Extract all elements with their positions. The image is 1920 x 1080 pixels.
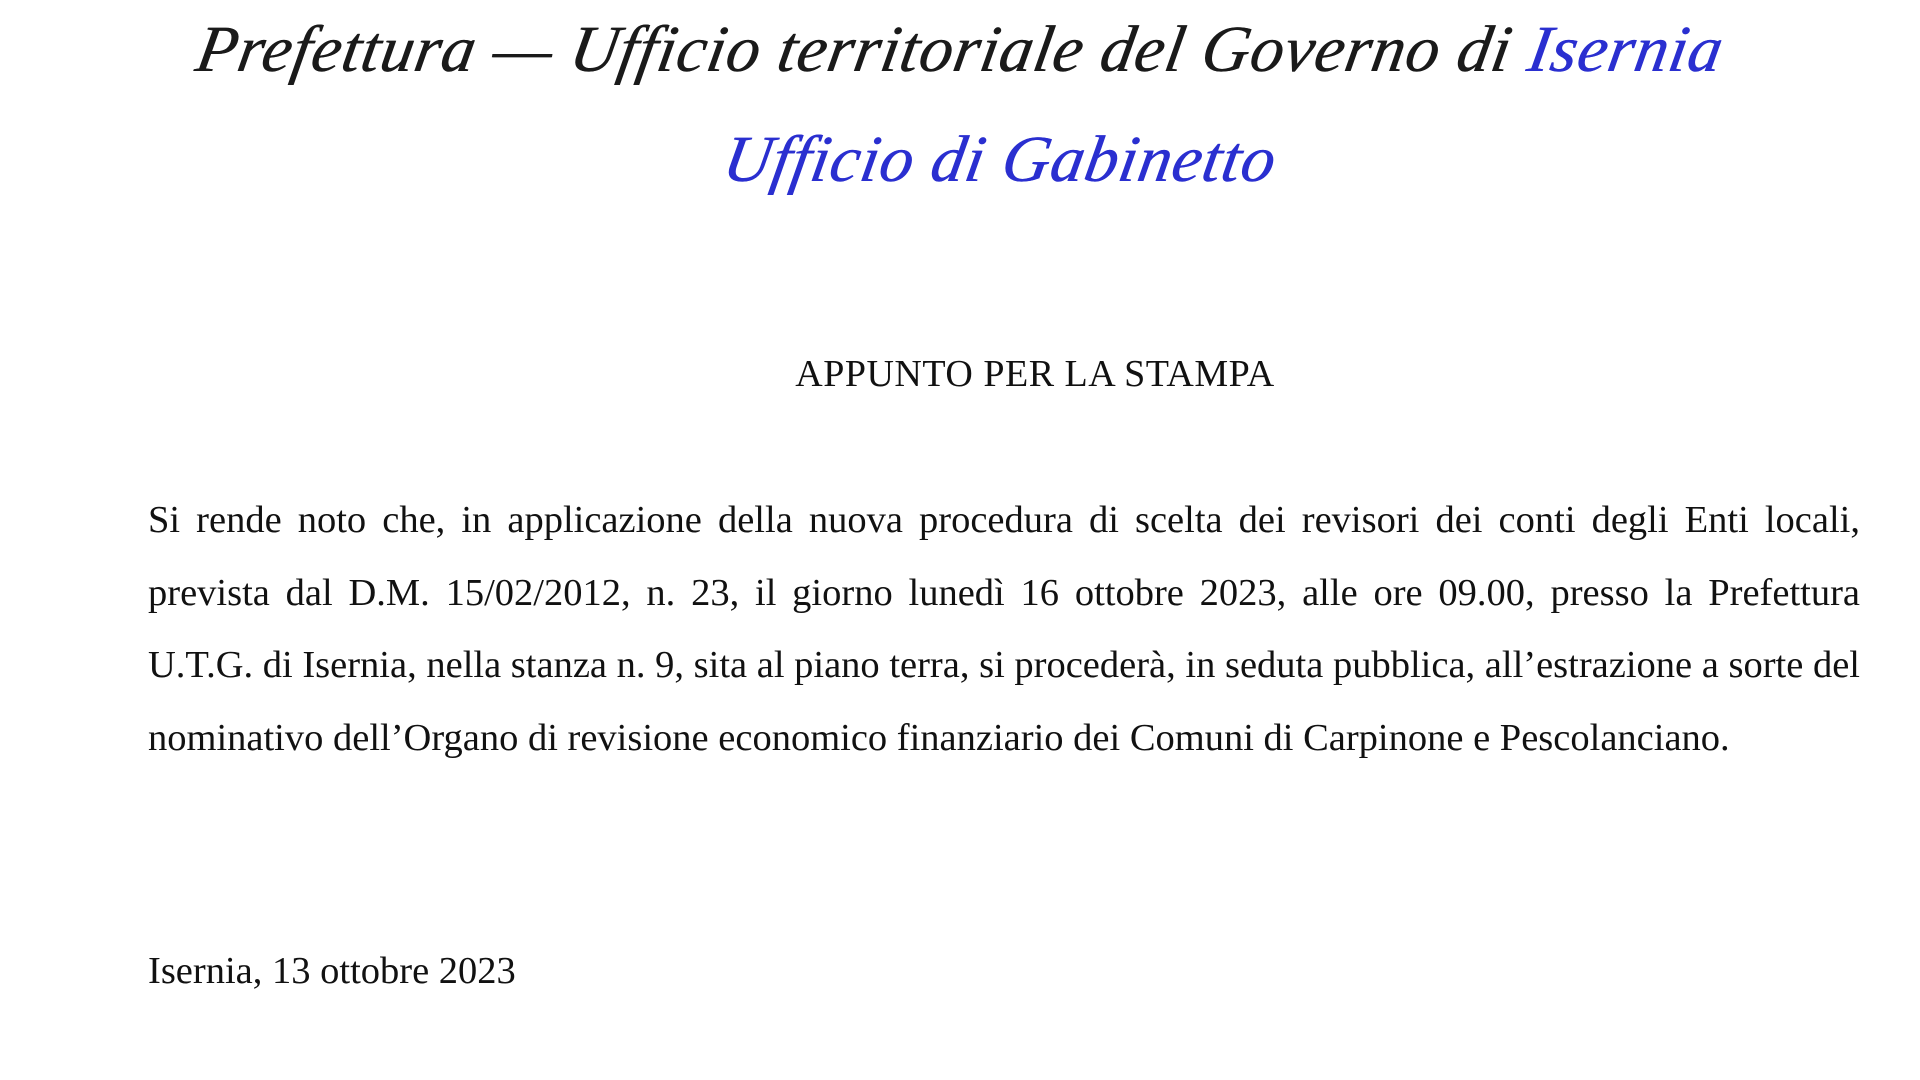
- letterhead-office-line: [0, 0, 1920, 100]
- place-and-date: Isernia, 13 ottobre 2023: [148, 950, 516, 992]
- document-title: APPUNTO PER LA STAMPA: [795, 353, 1275, 395]
- letterhead-department: Ufficio di Gabinetto: [717, 123, 1283, 196]
- letterhead-city: Isernia: [1522, 13, 1730, 86]
- letterhead: [0, 0, 1920, 210]
- document-body-paragraph: Si rende noto che, in applicazione della nuova procedura di scelta dei revisori dei conti degli Enti locali, prevista dal D.M. 15/02/2012, n. 23, il giorno lunedì 16 ottobre 2023, alle ore 09.00, presso la Prefettura U.T.G. di Isernia, nella stanza n. 9, sita al piano terra, si procederà, in seduta pubblica, all’estrazione a sorte del nominativo dell’Organo di revisione economico finanziario dei Comuni di Carpinone e Pescolanciano.: [148, 499, 1860, 759]
- letterhead-office-name: Prefettura — Ufficio territoriale del Governo di: [190, 13, 1518, 86]
